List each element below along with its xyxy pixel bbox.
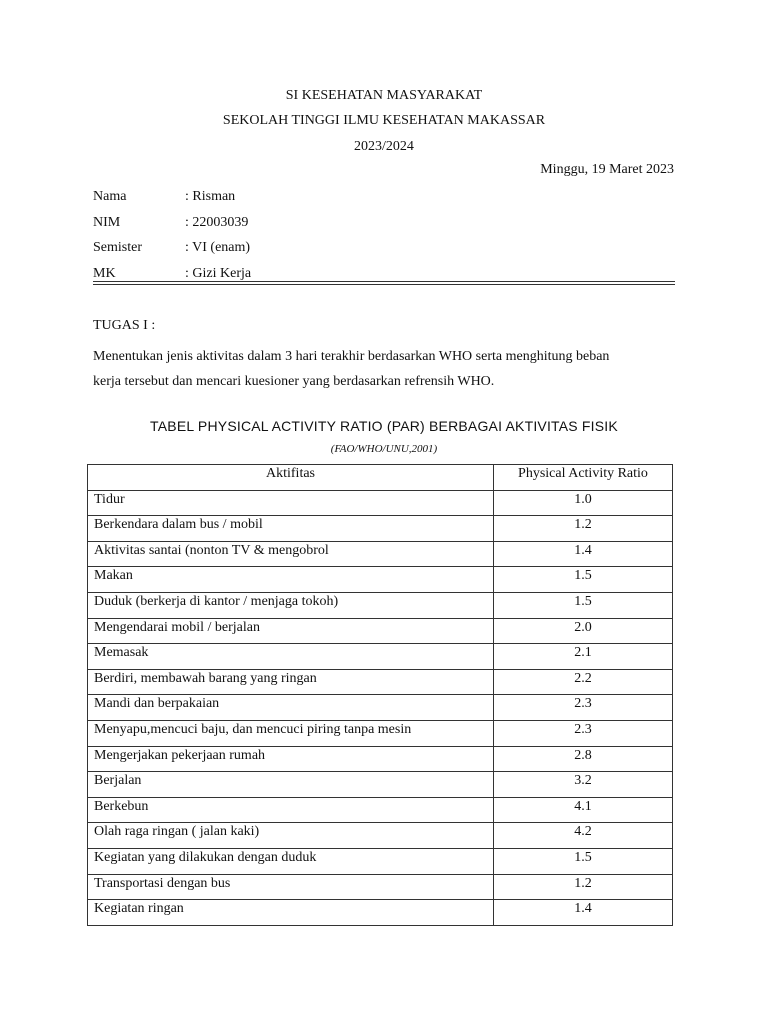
activity-cell: Kegiatan yang dilakukan dengan duduk xyxy=(88,848,494,874)
table-subtitle: (FAO/WHO/UNU,2001) xyxy=(330,443,438,455)
header-institution: SEKOLAH TINGGI ILMU KESEHATAN MAKASSAR xyxy=(222,113,546,128)
activity-cell: Memasak xyxy=(88,644,494,670)
par-value-cell: 2.8 xyxy=(494,746,673,772)
activity-cell: Aktivitas santai (nonton TV & mengobrol xyxy=(88,541,494,567)
student-info xyxy=(93,186,675,288)
task-description-line: Menentukan jenis aktivitas dalam 3 hari terakhir berdasarkan WHO serta menghitung beban xyxy=(93,349,610,364)
activity-cell: Tidur xyxy=(88,490,494,516)
activity-cell: Duduk (berkerja di kantor / menjaga tokoh) xyxy=(88,592,494,618)
info-value: : Risman xyxy=(185,189,236,204)
header-program: SI KESEHATAN MASYARAKAT xyxy=(285,88,483,103)
par-value-cell: 1.5 xyxy=(494,848,673,874)
par-value-cell: 1.0 xyxy=(494,490,673,516)
table-row xyxy=(88,848,673,874)
info-label: NIM xyxy=(93,214,121,230)
table-row xyxy=(88,823,673,849)
par-value-cell: 2.3 xyxy=(494,720,673,746)
activity-cell: Mengerjakan pekerjaan rumah xyxy=(88,746,494,772)
par-value-cell: 1.5 xyxy=(494,592,673,618)
info-label: Nama xyxy=(93,189,127,204)
table-row xyxy=(88,567,673,593)
column-header-par: Physical Activity Ratio xyxy=(494,465,673,491)
header-year: 2023/2024 xyxy=(354,139,414,154)
task-title: TUGAS I : xyxy=(93,318,156,333)
par-value-cell: 1.2 xyxy=(494,516,673,542)
activity-cell: Transportasi dengan bus xyxy=(88,874,494,900)
par-value-cell: 1.4 xyxy=(494,541,673,567)
divider-line xyxy=(93,281,675,282)
par-value-cell: 3.2 xyxy=(494,772,673,798)
table-header-row xyxy=(88,465,673,491)
par-value-cell: 1.2 xyxy=(494,874,673,900)
activity-cell: Berjalan xyxy=(88,772,494,798)
activity-cell: Berkebun xyxy=(88,797,494,823)
info-row-nim xyxy=(93,212,675,238)
par-table xyxy=(87,464,673,926)
activity-cell: Mandi dan berpakaian xyxy=(88,695,494,721)
task-section xyxy=(93,318,675,394)
activity-cell: Kegiatan ringan xyxy=(88,900,494,926)
par-value-cell: 2.0 xyxy=(494,618,673,644)
divider-line xyxy=(93,284,675,285)
par-value-cell: 4.2 xyxy=(494,823,673,849)
table-row xyxy=(88,900,673,926)
table-row xyxy=(88,746,673,772)
info-value: : 22003039 xyxy=(185,214,249,230)
table-row xyxy=(88,516,673,542)
info-label: MK xyxy=(93,265,116,281)
column-header-activity: Aktifitas xyxy=(88,465,494,491)
table-row xyxy=(88,541,673,567)
info-label: Semister xyxy=(93,240,142,255)
table-row xyxy=(88,490,673,516)
activity-cell: Berdiri, membawah barang yang ringan xyxy=(88,669,494,695)
info-value: : VI (enam) xyxy=(185,240,251,255)
table-row xyxy=(88,592,673,618)
table-row xyxy=(88,695,673,721)
table-row xyxy=(88,720,673,746)
par-value-cell: 2.3 xyxy=(494,695,673,721)
table-title: TABEL PHYSICAL ACTIVITY RATIO (PAR) BERBAGAI AKTIVITAS FISIK xyxy=(150,418,618,434)
table-row xyxy=(88,772,673,798)
par-value-cell: 1.5 xyxy=(494,567,673,593)
par-value-cell: 1.4 xyxy=(494,900,673,926)
task-description-line: kerja tersebut dan mencari kuesioner yang berdasarkan refrensih WHO. xyxy=(93,374,495,389)
activity-cell: Makan xyxy=(88,567,494,593)
table-row xyxy=(88,669,673,695)
par-value-cell: 2.1 xyxy=(494,644,673,670)
table-row xyxy=(88,618,673,644)
activity-cell: Berkendara dalam bus / mobil xyxy=(88,516,494,542)
info-row-semester xyxy=(93,237,675,263)
info-value: : Gizi Kerja xyxy=(185,265,252,281)
table-row xyxy=(88,797,673,823)
table-row xyxy=(88,874,673,900)
activity-cell: Olah raga ringan ( jalan kaki) xyxy=(88,823,494,849)
par-value-cell: 2.2 xyxy=(494,669,673,695)
info-row-nama xyxy=(93,186,675,212)
par-value-cell: 4.1 xyxy=(494,797,673,823)
document-date: Minggu, 19 Maret 2023 xyxy=(540,162,674,177)
activity-cell: Mengendarai mobil / berjalan xyxy=(88,618,494,644)
activity-cell: Menyapu,mencuci baju, dan mencuci piring tanpa mesin xyxy=(88,720,494,746)
table-row xyxy=(88,644,673,670)
